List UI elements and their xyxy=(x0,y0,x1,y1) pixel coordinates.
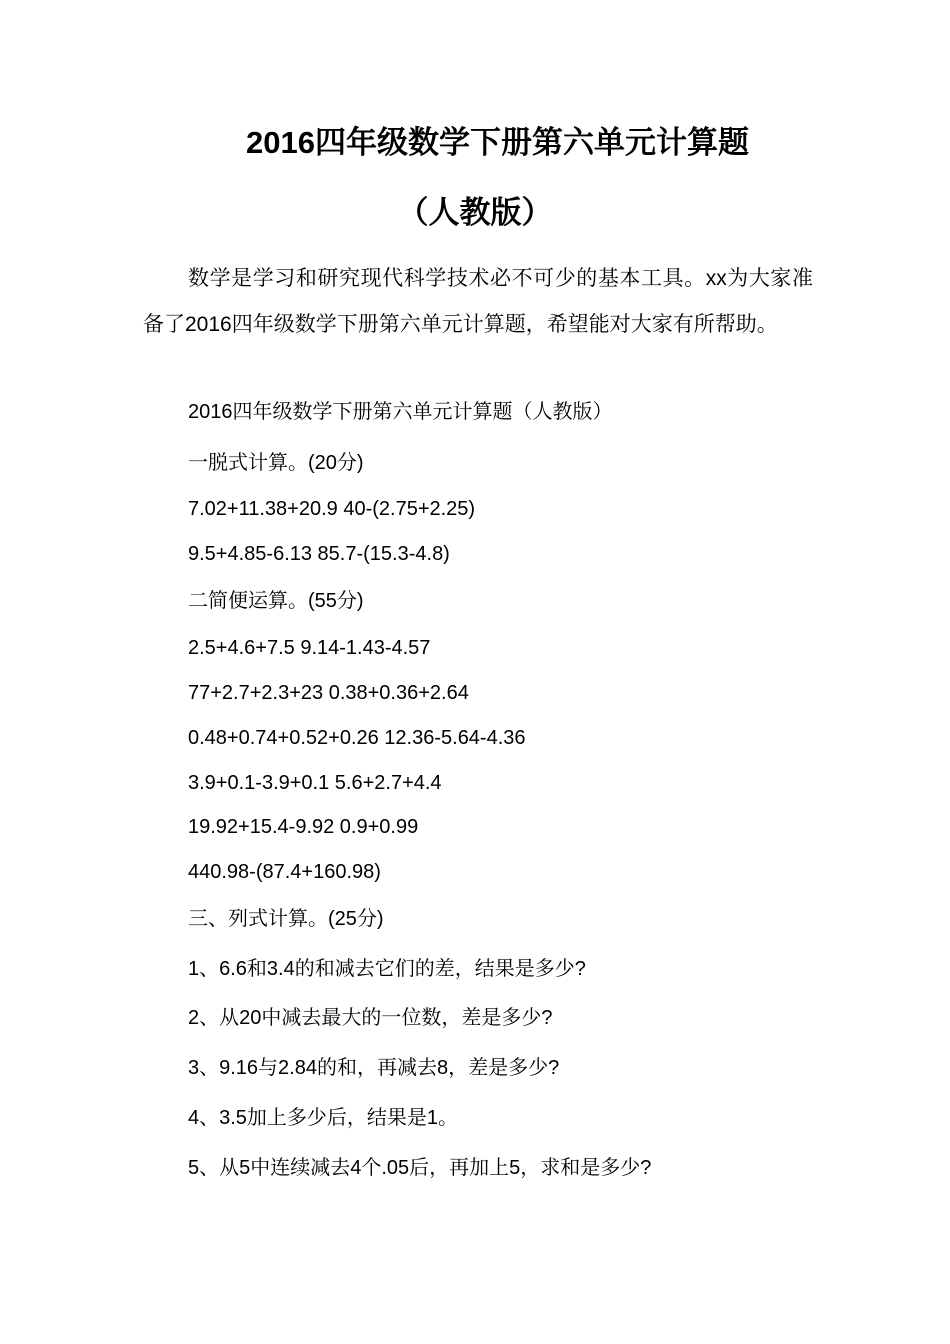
section-heading-1: 一脱式计算。(20分) xyxy=(188,452,364,474)
document-title: 2016四年级数学下册第六单元计算题 xyxy=(246,125,749,160)
subtitle-line: 2016四年级数学下册第六单元计算题（人教版） xyxy=(188,401,613,423)
problem-line: 0.48+0.74+0.52+0.26 12.36-5.64-4.36 xyxy=(188,727,526,749)
problem-line: 2.5+4.6+7.5 9.14-1.43-4.57 xyxy=(188,637,431,659)
problem-line: 3.9+0.1-3.9+0.1 5.6+2.7+4.4 xyxy=(188,772,442,794)
problem-line: 7.02+11.38+20.9 40-(2.75+2.25) xyxy=(188,498,476,520)
word-problem: 5、从5中连续减去4个.05后，再加上5，求和是多少? xyxy=(188,1157,652,1179)
section-heading-2: 二简便运算。(55分) xyxy=(188,590,364,612)
word-problem: 3、9.16与2.84的和，再减去8，差是多少? xyxy=(188,1057,560,1079)
intro-paragraph: 数学是学习和研究现代科学技术必不可少的基本工具。xx为大家准备了2016四年级数学下册第六单元计算题，希望能对大家有所帮助。 xyxy=(143,267,813,336)
problem-line: 77+2.7+2.3+23 0.38+0.36+2.64 xyxy=(188,682,469,704)
problem-line: 9.5+4.85-6.13 85.7-(15.3-4.8) xyxy=(188,543,450,565)
problem-line: 19.92+15.4-9.92 0.9+0.99 xyxy=(188,816,419,838)
word-problem: 2、从20中减去最大的一位数，差是多少? xyxy=(188,1007,553,1029)
document-title-edition: （人教版） xyxy=(397,195,553,230)
problem-line: 440.98-(87.4+160.98) xyxy=(188,861,381,883)
word-problem: 4、3.5加上多少后，结果是1。 xyxy=(188,1107,459,1129)
word-problem: 1、6.6和3.4的和减去它们的差，结果是多少? xyxy=(188,958,586,980)
section-heading-3: 三、列式计算。(25分) xyxy=(188,908,384,930)
